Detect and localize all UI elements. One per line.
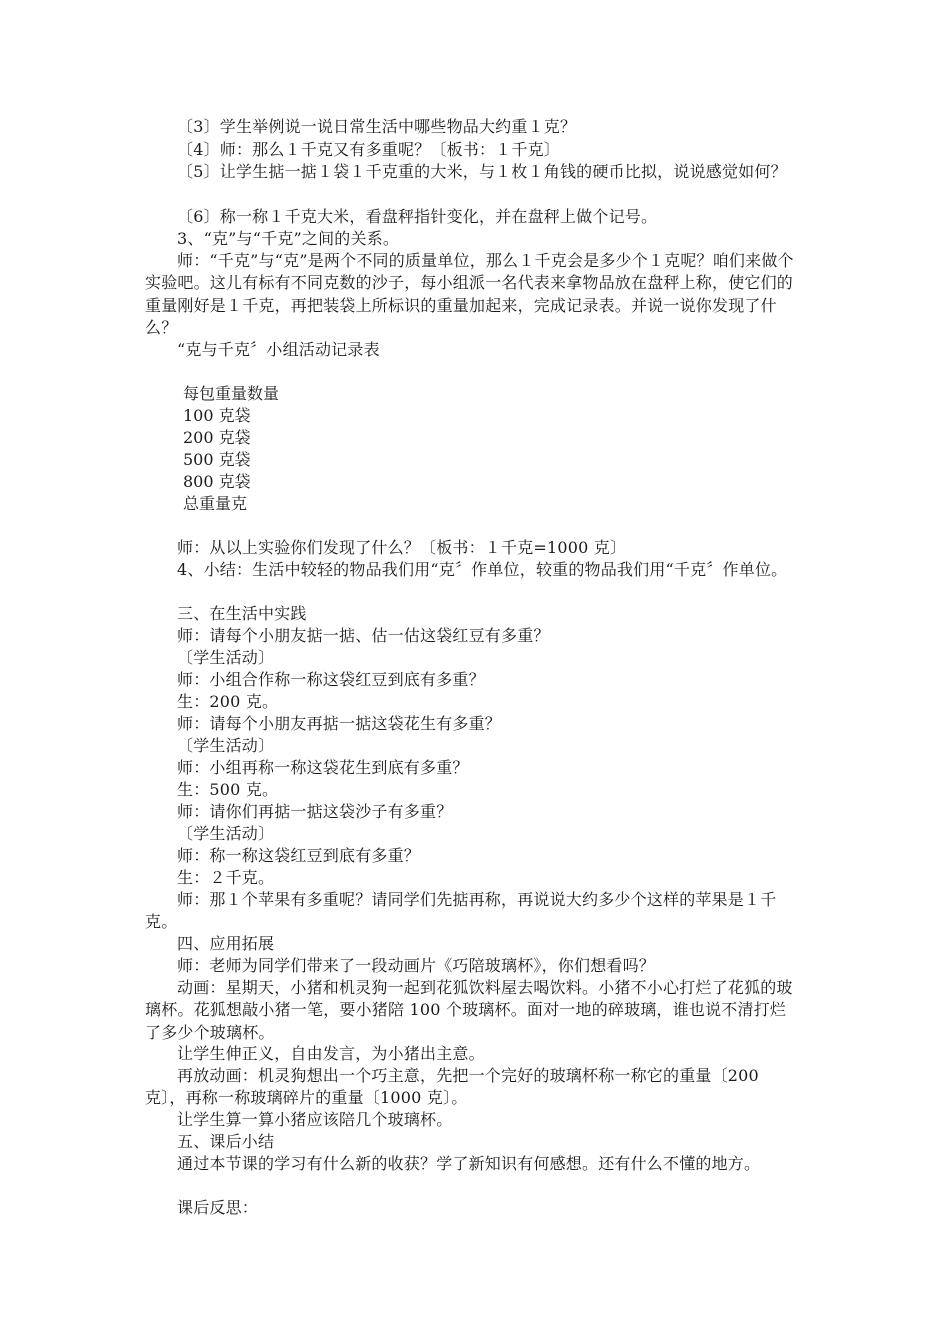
dialogue-line: 师：称一称这袋红豆到底有多重？ xyxy=(177,846,421,865)
paragraph-line: 让学生算一算小猪应该陪几个玻璃杯。 xyxy=(177,1110,453,1129)
paragraph-animation-replay: 再放动画：机灵狗想出一个巧主意，先把一个完好的玻璃杯称一称它的重量〔200 克〕，再称一称玻璃碎片的重量〔1000 克〕。 xyxy=(145,1066,765,1108)
paragraph-animation: 动画：星期天，小猪和机灵狗一起到花狐饮料屋去喝饮料。小猪不小心打烂了花狐的玻璃杯。花狐想敲小猪一笔，要小猪陪 100 个玻璃杯。面对一地的碎玻璃，谁也说不清打烂了多少个玻璃杯。 xyxy=(145,978,793,1042)
dialogue-line: 〔学生活动〕 xyxy=(177,736,275,755)
dialogue-line: 〔学生活动〕 xyxy=(177,648,275,667)
dialogue-line: 〔学生活动〕 xyxy=(177,824,275,843)
paragraph-conclusion: 通过本节课的学习有什么新的收获？学了新知识有何感想。还有什么不懂的地方。 xyxy=(177,1154,761,1173)
paragraph-line: 让学生伸正义，自由发言，为小猪出主意。 xyxy=(177,1044,485,1063)
table-caption: “克与千克〞小组活动记录表 xyxy=(177,340,380,359)
section-heading-practice: 三、在生活中实践 xyxy=(177,604,307,623)
table-row: 100 克袋 xyxy=(183,406,251,425)
paragraph-experiment: 师：“千克”与“克”是两个不同的质量单位，那么１千克会是多少个１克呢？咱们来做个实验吧。这儿有标有不同克数的沙子，每小组派一名代表来拿物品放在盘秤上称，使它们的重量刚好是１千克，再把装袋上所标识的重量加起来，完成记录表。并说一说你发现了什么？ xyxy=(145,251,794,337)
table-row: 800 克袋 xyxy=(183,472,251,491)
section-heading-application: 四、应用拓展 xyxy=(177,934,275,953)
table-header: 每包重量数量 xyxy=(183,384,280,403)
dialogue-line: 师：老师为同学们带来了一段动画片《巧陪玻璃杯》，你们想看吗？ xyxy=(177,956,656,975)
section-heading-relation: 3、“克”与“千克”之间的关系。 xyxy=(177,229,400,248)
paragraph-item-3: 〔3〕学生举例说一说日常生活中哪些物品大约重１克？ xyxy=(177,117,577,136)
dialogue-line: 师：小组再称一称这袋花生到底有多重？ xyxy=(177,758,469,777)
dialogue-line: 生：200 克。 xyxy=(177,692,279,711)
dialogue-line: 生：500 克。 xyxy=(177,780,279,799)
section-heading-conclusion: 五、课后小结 xyxy=(177,1132,275,1151)
dialogue-line: 师：请你们再掂一掂这袋沙子有多重？ xyxy=(177,802,453,821)
dialogue-line: 生：２千克。 xyxy=(177,868,275,887)
paragraph-item-5: 〔5〕让学生掂一掂１袋１千克重的大米，与１枚１角钱的硬币比拟，说说感觉如何？ xyxy=(177,162,787,181)
table-row-total: 总重量克 xyxy=(183,494,248,513)
dialogue-line: 师：请每个小朋友再掂一掂这袋花生有多重？ xyxy=(177,714,502,733)
dialogue-line: 师：请每个小朋友掂一掂、估一估这袋红豆有多重？ xyxy=(177,626,550,645)
paragraph-summary: 4、小结：生活中较轻的物品我们用“克〞作单位，较重的物品我们用“千克〞作单位。 xyxy=(177,560,788,579)
paragraph-reflection: 课后反思： xyxy=(177,1198,259,1217)
table-row: 200 克袋 xyxy=(183,428,251,447)
dialogue-line: 师：小组合作称一称这袋红豆到底有多重？ xyxy=(177,670,485,689)
paragraph-item-4: 〔4〕师：那么１千克又有多重呢？〔板书：１千克〕 xyxy=(177,140,560,159)
paragraph-item-6: 〔6〕称一称１千克大米，看盘秤指针变化，并在盘秤上做个记号。 xyxy=(177,207,658,226)
table-row: 500 克袋 xyxy=(183,450,251,469)
paragraph-discovery: 师：从以上实验你们发现了什么？〔板书：１千克=1000 克〕 xyxy=(177,538,627,557)
dialogue-line: 师：那１个苹果有多重呢？请同学们先掂再称，再说说大约多少个这样的苹果是１千克。 xyxy=(145,890,777,932)
